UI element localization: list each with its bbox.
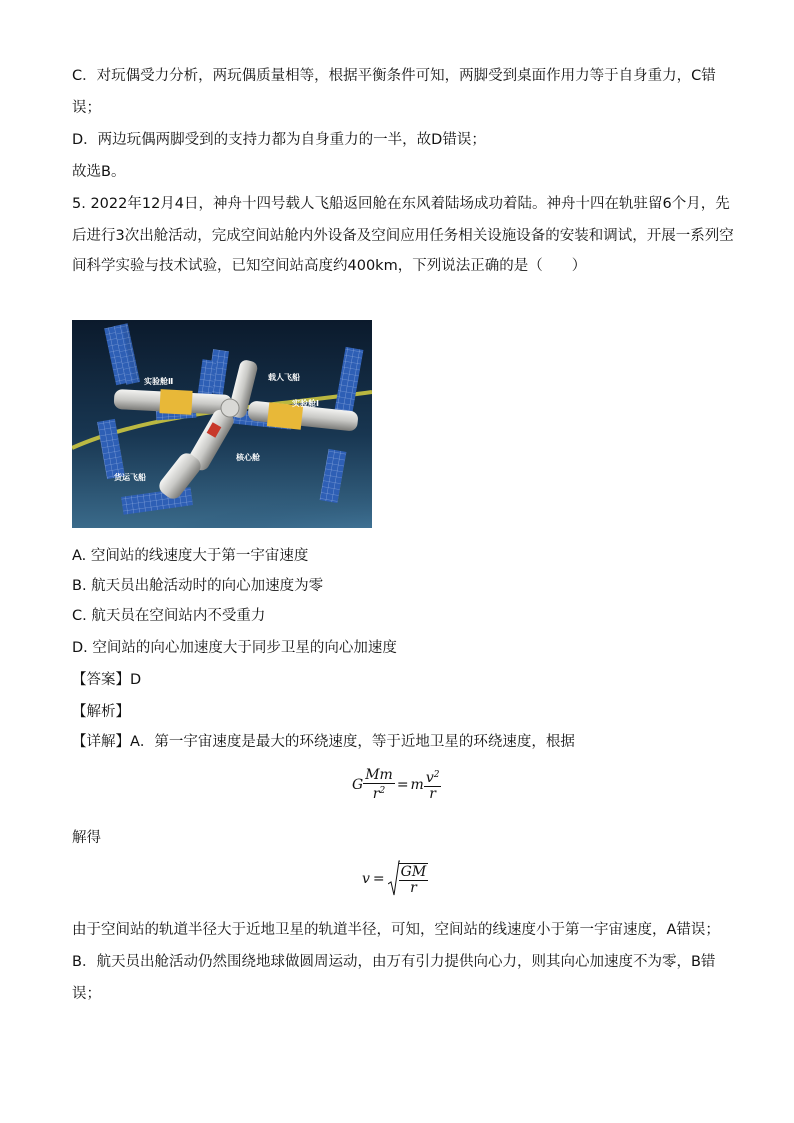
formula2-v: v <box>362 871 370 887</box>
solution-d-line: D．两边玩偶两脚受到的支持力都为自身重力的一半，故D错误； <box>72 132 486 148</box>
label-crew-ship: 载人飞船 <box>268 373 300 382</box>
solution-c-line: C．对玩偶受力分析，两玩偶质量相等，根据平衡条件可知，两脚受到桌面作用力等于自身重力，C错 <box>72 68 716 84</box>
formula-v: v <box>425 770 434 786</box>
formula-r: r <box>372 786 380 802</box>
option-b: B. 航天员出舱活动时的向心加速度为零 <box>72 578 324 594</box>
formula2-gm: GM <box>400 863 427 880</box>
formula-v-exp: 2 <box>433 770 440 780</box>
conclusion-a-line: 由于空间站的轨道半径大于近地卫星的轨道半径，可知，空间站的线速度小于第一宇宙速度，A错误； <box>72 922 720 938</box>
velocity-formula <box>362 860 428 898</box>
analysis-label: 【解析】 <box>72 704 130 720</box>
option-a: A. 空间站的线速度大于第一宇宙速度 <box>72 548 309 564</box>
detail-line <box>72 732 575 752</box>
question-5-line-2: 后进行3次出舱活动，完成空间站舱内外设备及空间应用任务相关设施设备的安装和调试，开展一系列空 <box>72 228 734 244</box>
formula2-equals: = <box>372 871 385 887</box>
answer-label: 【答案】 <box>72 672 130 688</box>
question-5-line-3: 间科学实验与技术试验，已知空间站高度约400km，下列说法正确的是（ ） <box>72 258 587 274</box>
detail-text: A．第一宇宙速度是最大的环绕速度，等于近地卫星的环绕速度，根据 <box>130 734 575 750</box>
solution-b-continuation: 误； <box>72 986 101 1002</box>
formula-equals: = <box>396 777 409 793</box>
formula-r-exp: 2 <box>379 786 386 796</box>
solve-label: 解得 <box>72 830 101 846</box>
formula-m: m <box>410 777 424 793</box>
option-c: C. 航天员在空间站内不受重力 <box>72 608 266 624</box>
answer-value: D <box>130 672 142 688</box>
formula2-r: r <box>399 880 429 896</box>
answer-line <box>72 670 141 690</box>
question-5-line-1: 5. 2022年12月4日，神舟十四号载人飞船返回舱在东风着陆场成功着陆。神舟十四在轨驻留6个月，先 <box>72 196 730 212</box>
gravitation-formula <box>352 768 441 802</box>
solution-c-continuation: 误； <box>72 100 101 116</box>
formula-mm: Mm <box>365 767 393 783</box>
formula-g: G <box>352 777 364 793</box>
label-lab1: 实验舱Ⅰ <box>292 399 319 408</box>
formula-r-den: r <box>424 786 442 802</box>
choose-b-line: 故选B。 <box>72 164 126 180</box>
detail-label: 【详解】 <box>72 734 130 750</box>
label-cargo-ship: 货运飞船 <box>114 473 146 482</box>
option-d: D. 空间站的向心加速度大于同步卫星的向心加速度 <box>72 640 397 656</box>
space-station-figure <box>72 320 372 528</box>
label-core-module: 核心舱 <box>236 453 260 462</box>
label-lab2: 实验舱Ⅱ <box>144 377 174 386</box>
solution-b-line: B．航天员出舱活动仍然围绕地球做圆周运动，由万有引力提供向心力，则其向心加速度不为零，B错 <box>72 954 716 970</box>
